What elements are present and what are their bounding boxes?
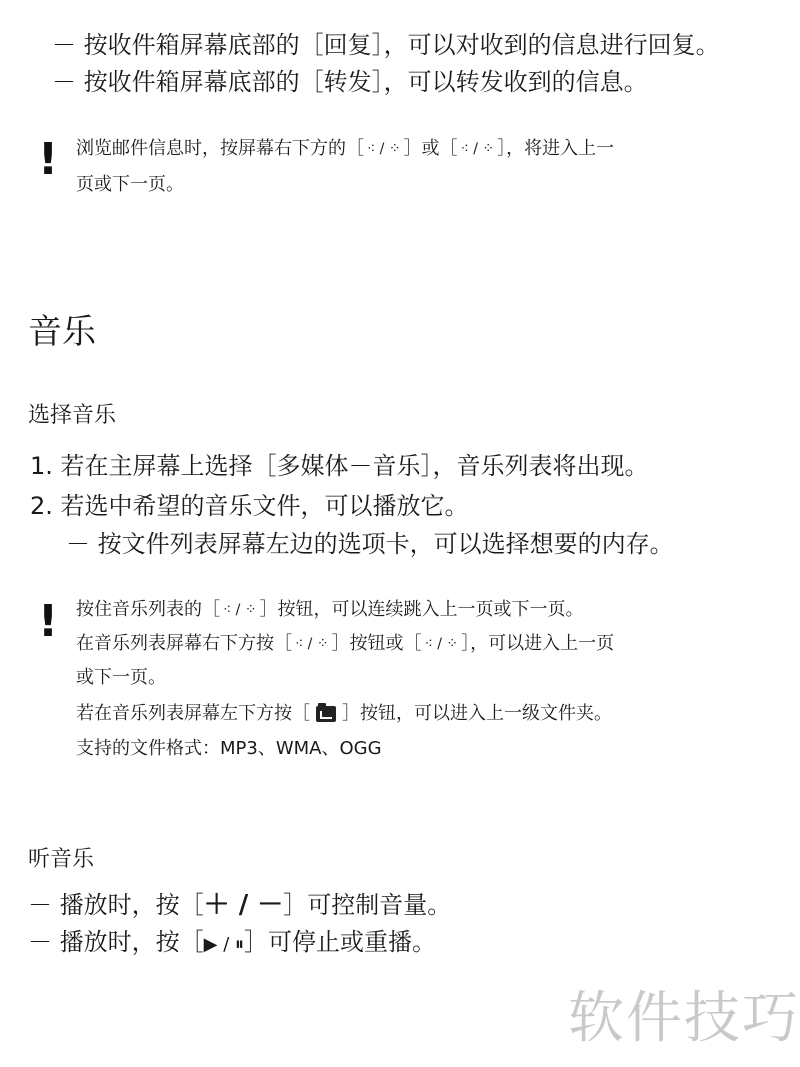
forward-bullet: － 按收件箱屏幕底部的［转发］，可以转发收到的信息。 bbox=[52, 68, 648, 96]
prev-next-icon: ⁖ / ⁘ bbox=[295, 636, 329, 652]
note-music-line2 bbox=[76, 629, 614, 655]
note-text: ］，可以进入上一页 bbox=[461, 633, 615, 654]
exclamation-icon: ! bbox=[38, 596, 59, 647]
subheading-select-music: 选择音乐 bbox=[28, 403, 117, 428]
note-music-line5: 支持的文件格式：MP3、WMA、OGG bbox=[76, 738, 382, 759]
subheading-listen-music: 听音乐 bbox=[28, 847, 95, 872]
listen-text: ］可停止或重播。 bbox=[244, 928, 436, 956]
note-music-line1 bbox=[76, 595, 584, 621]
note-music-line3: 或下一页。 bbox=[76, 667, 166, 688]
note-music-line4 bbox=[76, 699, 612, 725]
watermark: 软件技巧 bbox=[568, 986, 800, 1051]
note-text: 浏览邮件信息时，按屏幕右下方的［ bbox=[76, 138, 364, 159]
listen-volume-line bbox=[28, 884, 451, 921]
step-2: 2. 若选中希望的音乐文件，可以播放它。 bbox=[30, 492, 469, 520]
section-title-music: 音乐 bbox=[28, 312, 96, 352]
reply-bullet: － 按收件箱屏幕底部的［回复］，可以对收到的信息进行回复。 bbox=[52, 31, 720, 59]
note-text: 按住音乐列表的［ bbox=[76, 599, 220, 620]
exclamation-icon: ! bbox=[38, 134, 59, 185]
listen-text: ］可控制音量。 bbox=[283, 891, 452, 919]
play-pause-icon: ▶ / ⏸ bbox=[203, 934, 244, 955]
note-text: ］按钮，可以进入上一级文件夹。 bbox=[342, 703, 612, 724]
note-text: ］，将进入上一 bbox=[497, 138, 615, 159]
step-1: 1. 若在主屏幕上选择［多媒体－音乐］，音乐列表将出现。 bbox=[30, 452, 649, 480]
note-text: 若在音乐列表屏幕左下方按［ bbox=[76, 703, 310, 724]
listen-play-line bbox=[28, 922, 436, 957]
step-2-sub: － 按文件列表屏幕左边的选项卡，可以选择想要的内存。 bbox=[66, 530, 674, 558]
volume-plus-minus-icon: ＋ / － bbox=[203, 890, 284, 920]
listen-text: － 播放时，按［ bbox=[28, 928, 204, 956]
note-text: 在音乐列表屏幕右下方按［ bbox=[76, 633, 292, 654]
prev-next-icon: ⁖ / ⁘ bbox=[424, 636, 459, 652]
note-text: ］或［ bbox=[403, 138, 458, 159]
folder-up-icon bbox=[316, 706, 336, 722]
prev-next-icon: ⁖ / ⁘ bbox=[367, 141, 401, 157]
note-text: ］按钮，可以连续跳入上一页或下一页。 bbox=[259, 599, 584, 620]
note-text: ］按钮或［ bbox=[331, 633, 422, 654]
note-mail-line2: 页或下一页。 bbox=[76, 174, 184, 195]
prev-next-icon: ⁖ / ⁘ bbox=[223, 602, 257, 618]
note-mail-line1 bbox=[76, 134, 614, 160]
prev-next-icon: ⁖ / ⁘ bbox=[460, 141, 495, 157]
listen-text: － 播放时，按［ bbox=[28, 891, 204, 919]
